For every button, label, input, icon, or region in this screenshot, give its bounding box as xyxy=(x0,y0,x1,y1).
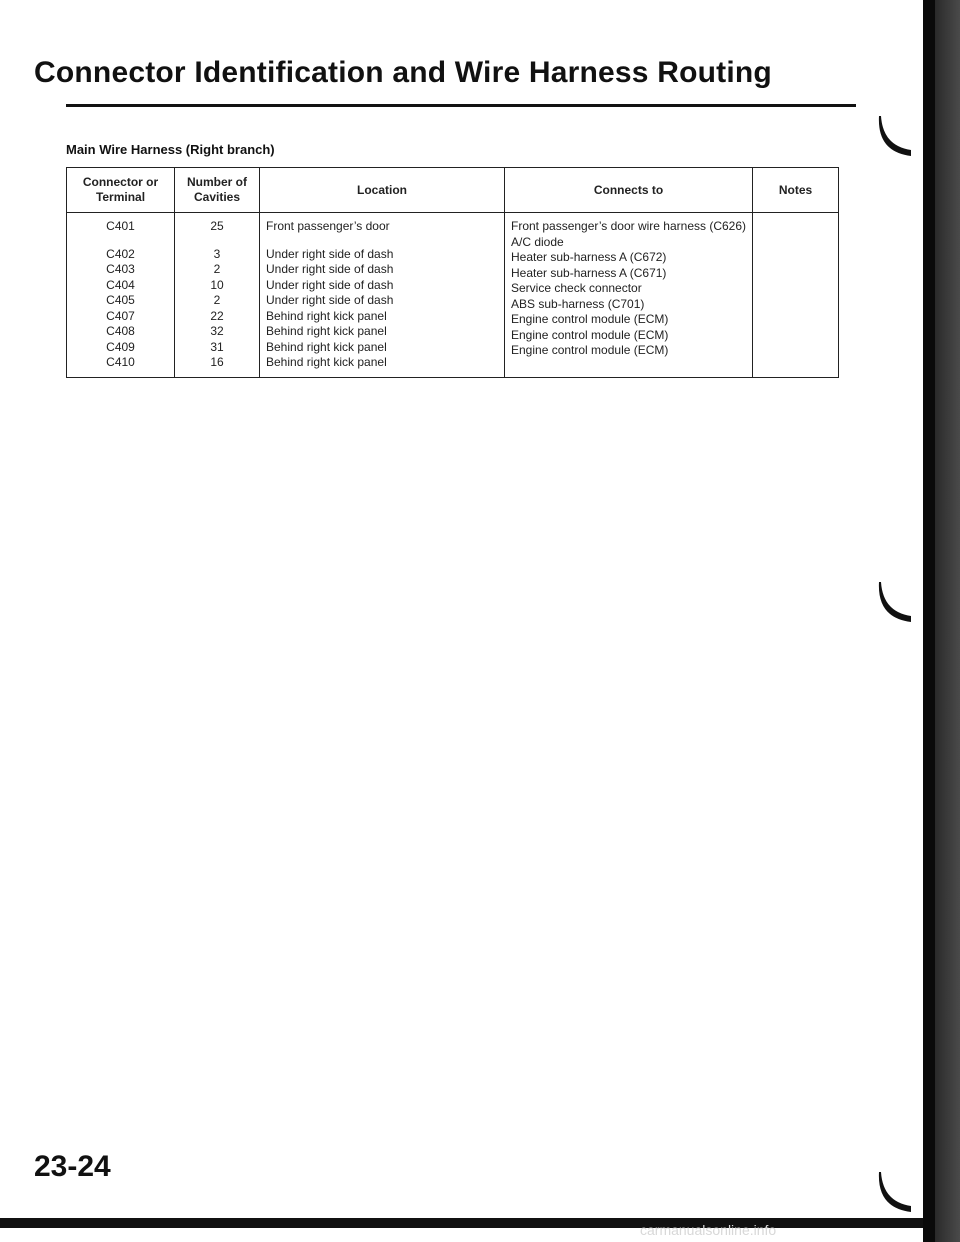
binding-bar xyxy=(923,0,935,1242)
connector-id: C405 xyxy=(106,293,135,307)
location-text: Under right side of dash xyxy=(266,277,394,292)
connector-id: C408 xyxy=(106,324,135,338)
connector-table xyxy=(66,167,839,378)
table-header-row xyxy=(67,168,839,213)
location-text: Behind right kick panel xyxy=(266,308,387,323)
header-cavities-line-2: Cavities xyxy=(193,190,241,204)
connector-id: C409 xyxy=(106,339,135,354)
location-text: Behind right kick panel xyxy=(266,324,387,338)
connects-to-text: ABS sub-harness (C701) xyxy=(511,296,645,311)
cavity-count: 2 xyxy=(213,293,221,307)
title-rule xyxy=(66,104,856,107)
header-notes: Notes xyxy=(753,168,839,213)
location-text: Front passenger’s door xyxy=(266,219,390,233)
cavity-count: 10 xyxy=(210,277,224,292)
connector-id: C403 xyxy=(106,262,135,276)
location-text: Under right side of dash xyxy=(266,246,394,261)
section-tab-mark xyxy=(875,582,913,622)
cavity-count: 3 xyxy=(213,246,221,261)
connects-to-column xyxy=(505,213,753,378)
header-cavities xyxy=(175,168,260,213)
connects-to-text: Engine control module (ECM) xyxy=(511,327,669,342)
connects-to-text: Engine control module (ECM) xyxy=(511,343,669,357)
header-connects-to: Connects to xyxy=(505,168,753,213)
header-location: Location xyxy=(260,168,505,213)
cavity-count: 32 xyxy=(210,324,224,338)
location-text: Behind right kick panel xyxy=(266,339,387,354)
cavity-count: 16 xyxy=(210,355,224,369)
section-tab-mark xyxy=(875,1172,913,1212)
connects-to-text: Heater sub-harness A (C672) xyxy=(511,250,667,264)
connector-id: C407 xyxy=(106,308,135,323)
header-connector-line-2: Terminal xyxy=(95,190,146,204)
connects-to-text: Front passenger’s door wire harness (C626) xyxy=(511,219,747,233)
connects-to-text: Engine control module (ECM) xyxy=(511,312,669,326)
section-tab-mark xyxy=(875,116,913,156)
header-connector xyxy=(67,168,175,213)
cavity-count: 31 xyxy=(210,339,224,354)
page-edge-shadow xyxy=(935,0,960,1242)
header-connector-line-1: Connector or xyxy=(82,174,159,189)
cavity-count: 2 xyxy=(213,262,221,276)
connector-id: C410 xyxy=(106,355,135,369)
page-number: 23-24 xyxy=(34,1150,111,1183)
bottom-rule xyxy=(0,1218,923,1228)
page-title: Connector Identification and Wire Harness Routing xyxy=(34,56,772,89)
connector-id: C402 xyxy=(106,246,135,261)
connector-id: C404 xyxy=(106,277,135,292)
connects-to-text: Service check connector xyxy=(511,281,642,295)
connector-column xyxy=(67,213,175,378)
location-text: Behind right kick panel xyxy=(266,355,387,369)
location-text: Under right side of dash xyxy=(266,262,394,276)
connects-to-text: A/C diode xyxy=(511,234,564,249)
table-caption: Main Wire Harness (Right branch) xyxy=(66,142,275,157)
location-text: Under right side of dash xyxy=(266,293,394,307)
connects-to-text: Heater sub-harness A (C671) xyxy=(511,265,667,280)
table-row xyxy=(67,213,839,378)
cavity-count: 22 xyxy=(210,308,224,323)
connector-id: C401 xyxy=(106,219,135,233)
watermark: carmanualsonline.info xyxy=(640,1222,777,1238)
cavity-count: 25 xyxy=(210,219,224,233)
notes-column xyxy=(753,213,839,378)
cavities-column xyxy=(175,213,260,378)
location-column xyxy=(260,213,505,378)
header-cavities-line-1: Number of xyxy=(187,174,247,189)
